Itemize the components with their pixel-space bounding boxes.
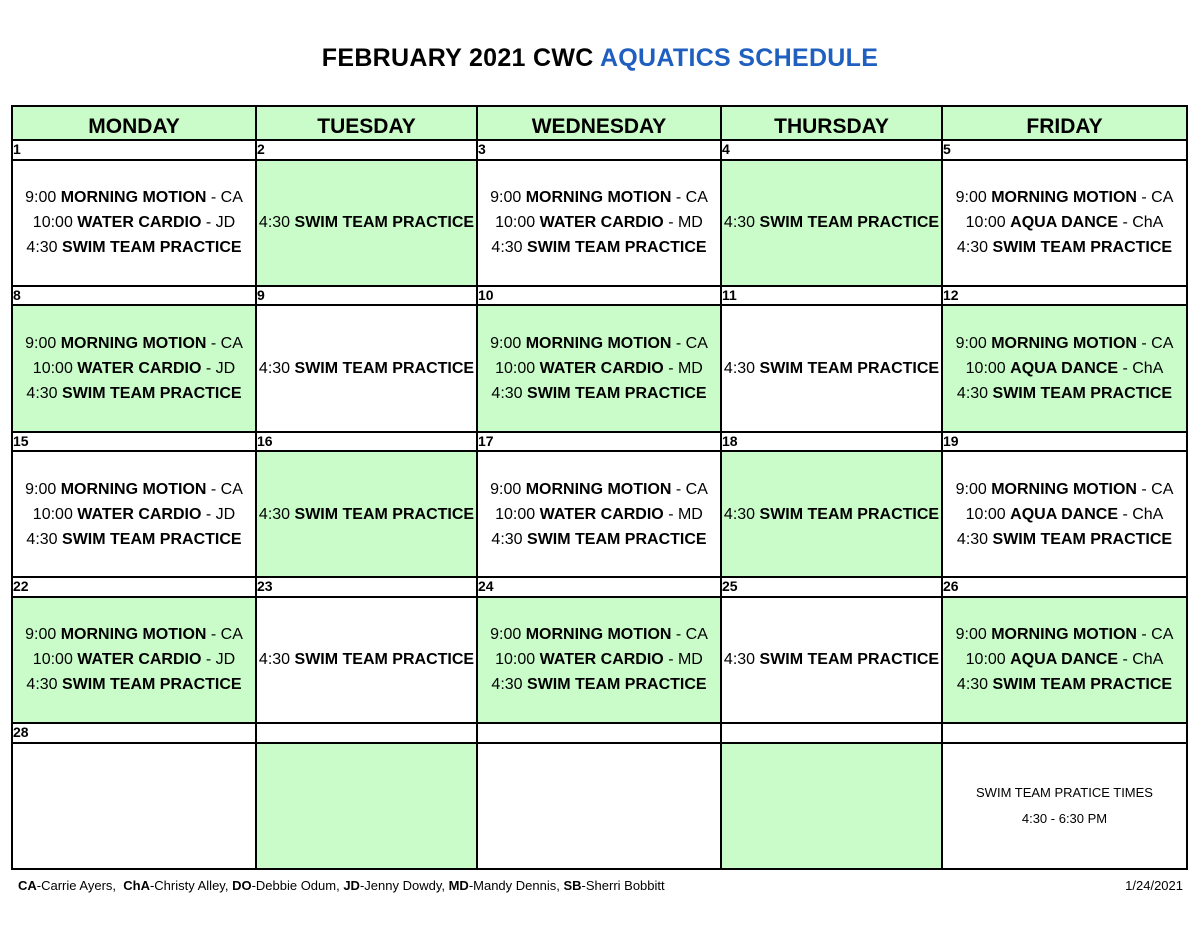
class-instructor: - JD [201, 359, 236, 377]
class-entry [478, 210, 720, 235]
class-instructor: - CA [671, 626, 708, 644]
class-instructor: - CA [671, 480, 708, 498]
class-name: MORNING MOTION [991, 334, 1137, 352]
class-time: 10:00 [32, 505, 78, 523]
class-time: 4:30 [723, 214, 756, 232]
class-name: SWIM TEAM PRACTICE [62, 384, 242, 402]
class-time: 4:30 [956, 384, 989, 402]
class-name: SWIM TEAM PRACTICE [527, 676, 707, 694]
day-cell [12, 160, 256, 286]
calendar-body [12, 140, 1187, 869]
class-entry [943, 331, 1186, 356]
class-instructor: - ChA [1118, 214, 1164, 232]
class-instructor: - CA [671, 334, 708, 352]
class-time: 10:00 [965, 651, 1011, 669]
class-entry [257, 502, 476, 527]
day-cell [942, 305, 1187, 431]
class-entry [478, 502, 720, 527]
class-time: 9:00 [955, 189, 992, 207]
class-entry [13, 210, 255, 235]
instructor-legend [18, 878, 665, 893]
date-number: 8 [12, 286, 256, 306]
class-time: 10:00 [965, 214, 1011, 232]
day-cell [256, 305, 477, 431]
instructor-code: MD [448, 878, 469, 893]
class-entry [13, 527, 255, 552]
class-instructor: - ChA [1118, 359, 1164, 377]
class-time: 4:30 [26, 530, 58, 548]
class-entry [478, 622, 720, 647]
day-cell [477, 451, 721, 577]
date-number-row [12, 577, 1187, 597]
class-time: 10:00 [495, 651, 540, 669]
class-time: 9:00 [955, 334, 992, 352]
class-time: 4:30 [26, 676, 58, 694]
class-instructor: - MD [663, 359, 703, 377]
class-name: SWIM TEAM PRACTICE [294, 505, 475, 523]
class-time: 9:00 [25, 626, 61, 644]
date-number: 4 [721, 140, 942, 160]
class-entry [478, 477, 720, 502]
class-time: 4:30 [956, 676, 989, 694]
class-entry [13, 647, 255, 672]
date-number: 15 [12, 432, 256, 452]
class-time: 10:00 [32, 214, 78, 232]
class-instructor: - CA [671, 189, 708, 207]
date-number: 22 [12, 577, 256, 597]
class-name: WATER CARDIO [77, 651, 202, 669]
day-cell [477, 743, 721, 869]
date-number: 26 [942, 577, 1187, 597]
class-time: 10:00 [32, 359, 78, 377]
instructor-name: -Carrie Ayers, [36, 878, 124, 893]
class-instructor: - ChA [1118, 505, 1164, 523]
class-entry [722, 647, 941, 672]
date-number: 19 [942, 432, 1187, 452]
date-number: 23 [256, 577, 477, 597]
day-header-thursday: THURSDAY [721, 106, 942, 140]
instructor-code: JD [343, 878, 360, 893]
class-name: MORNING MOTION [991, 626, 1137, 644]
date-number-row [12, 140, 1187, 160]
class-entry [257, 647, 476, 672]
class-time: 10:00 [965, 359, 1011, 377]
class-instructor: - MD [663, 505, 703, 523]
day-header-friday: FRIDAY [942, 106, 1187, 140]
class-time: 10:00 [495, 214, 540, 232]
class-name: WATER CARDIO [77, 359, 202, 377]
title-part-1: FEBRUARY 2021 CWC [321, 44, 594, 72]
day-cell [12, 451, 256, 577]
class-instructor: - CA [206, 334, 243, 352]
day-cell [942, 451, 1187, 577]
class-name: WATER CARDIO [539, 214, 664, 232]
class-entry [722, 356, 941, 381]
class-time: 9:00 [25, 480, 61, 498]
class-entry [13, 331, 255, 356]
class-entry [478, 672, 720, 697]
class-entry [722, 210, 941, 235]
class-name: SWIM TEAM PRACTICE [992, 530, 1173, 548]
class-time: 4:30 [258, 651, 291, 669]
class-name: SWIM TEAM PRACTICE [992, 239, 1173, 257]
date-number: 12 [942, 286, 1187, 306]
class-time: 4:30 [258, 359, 291, 377]
instructor-name: -Jenny Dowdy, [359, 878, 449, 893]
class-instructor: - CA [1136, 626, 1174, 644]
class-name: WATER CARDIO [539, 651, 664, 669]
class-entry [943, 672, 1186, 697]
day-cell [477, 305, 721, 431]
schedule-row [12, 597, 1187, 723]
class-entry [722, 502, 941, 527]
class-instructor: - MD [663, 214, 703, 232]
day-cell [942, 160, 1187, 286]
class-name: MORNING MOTION [525, 480, 672, 498]
class-name: AQUA DANCE [1010, 359, 1118, 377]
date-number: 2 [256, 140, 477, 160]
class-entry [943, 647, 1186, 672]
day-cell [256, 160, 477, 286]
class-time: 10:00 [495, 505, 540, 523]
class-instructor: - CA [206, 480, 243, 498]
class-instructor: - ChA [1118, 651, 1164, 669]
class-entry [943, 381, 1186, 406]
class-entry [943, 527, 1186, 552]
date-number [721, 723, 942, 743]
class-name: MORNING MOTION [525, 626, 672, 644]
class-entry [13, 185, 255, 210]
day-cell [721, 160, 942, 286]
class-entry [13, 502, 255, 527]
class-name: SWIM TEAM PRACTICE [759, 214, 940, 232]
day-cell [721, 451, 942, 577]
class-time: 4:30 [491, 384, 523, 402]
instructor-name: -Debbie Odum, [251, 878, 344, 893]
class-name: AQUA DANCE [1010, 505, 1118, 523]
date-number-row [12, 286, 1187, 306]
class-entry [13, 622, 255, 647]
day-cell [12, 743, 256, 869]
class-name: MORNING MOTION [60, 189, 207, 207]
class-name: MORNING MOTION [991, 480, 1137, 498]
day-header-wednesday: WEDNESDAY [477, 106, 721, 140]
class-instructor: - CA [1136, 480, 1174, 498]
schedule-row [12, 305, 1187, 431]
class-time: 4:30 [26, 384, 58, 402]
class-entry [943, 185, 1186, 210]
instructor-code: ChA [123, 878, 150, 893]
class-entry [478, 331, 720, 356]
class-time: 9:00 [955, 480, 992, 498]
instructor-name: -Sherri Bobbitt [581, 878, 665, 893]
class-time: 4:30 [723, 651, 756, 669]
class-name: SWIM TEAM PRACTICE [527, 384, 707, 402]
day-cell [721, 597, 942, 723]
title-part-2: AQUATICS SCHEDULE [599, 44, 879, 72]
class-name: SWIM TEAM PRACTICE [759, 651, 940, 669]
class-instructor: - CA [206, 626, 243, 644]
class-instructor: - CA [1136, 189, 1174, 207]
class-name: MORNING MOTION [525, 334, 672, 352]
weekday-header-row [12, 106, 1187, 140]
class-entry [13, 381, 255, 406]
class-time: 4:30 [258, 214, 291, 232]
class-time: 9:00 [490, 480, 526, 498]
class-instructor: - CA [206, 189, 243, 207]
class-time: 9:00 [490, 189, 526, 207]
date-number [477, 723, 721, 743]
class-name: SWIM TEAM PRACTICE [294, 214, 475, 232]
class-time: 4:30 [723, 505, 756, 523]
practice-times-note: 4:30 - 6:30 PM [1021, 810, 1108, 826]
day-cell [721, 305, 942, 431]
class-name: SWIM TEAM PRACTICE [759, 359, 940, 377]
class-entry [257, 210, 476, 235]
class-time: 4:30 [258, 505, 291, 523]
class-time: 4:30 [491, 676, 523, 694]
class-entry [13, 235, 255, 260]
class-time: 10:00 [495, 359, 540, 377]
class-entry [943, 622, 1186, 647]
class-entry [478, 527, 720, 552]
class-time: 4:30 [956, 239, 989, 257]
class-entry [13, 672, 255, 697]
class-entry [478, 356, 720, 381]
instructor-name: -Christy Alley, [149, 878, 233, 893]
class-name: SWIM TEAM PRACTICE [62, 530, 242, 548]
date-number: 1 [12, 140, 256, 160]
class-name: MORNING MOTION [525, 189, 672, 207]
date-number: 9 [256, 286, 477, 306]
class-name: MORNING MOTION [991, 189, 1137, 207]
day-cell [477, 160, 721, 286]
page-title [0, 44, 1200, 73]
schedule-row [12, 451, 1187, 577]
day-cell [256, 451, 477, 577]
class-time: 4:30 [491, 239, 523, 257]
date-number: 3 [477, 140, 721, 160]
class-name: MORNING MOTION [60, 480, 207, 498]
class-name: SWIM TEAM PRACTICE [62, 676, 242, 694]
class-entry [257, 356, 476, 381]
date-number: 10 [477, 286, 721, 306]
date-number: 28 [12, 723, 256, 743]
class-name: WATER CARDIO [539, 505, 664, 523]
date-number: 17 [477, 432, 721, 452]
footer [18, 878, 1183, 893]
schedule-row [12, 160, 1187, 286]
instructor-code: SB [563, 878, 582, 893]
date-number-row [12, 432, 1187, 452]
day-cell [942, 743, 1187, 869]
instructor-code: DO [232, 878, 252, 893]
class-name: SWIM TEAM PRACTICE [62, 239, 242, 257]
day-cell [942, 597, 1187, 723]
class-entry [13, 477, 255, 502]
class-instructor: - CA [1136, 334, 1174, 352]
class-instructor: - MD [663, 651, 703, 669]
class-entry [943, 210, 1186, 235]
calendar-table [11, 105, 1188, 870]
class-instructor: - JD [201, 214, 236, 232]
practice-times-note: SWIM TEAM PRATICE TIMES [976, 784, 1153, 800]
class-name: SWIM TEAM PRACTICE [294, 651, 475, 669]
class-entry [943, 235, 1186, 260]
date-number: 5 [942, 140, 1187, 160]
class-entry [478, 647, 720, 672]
instructor-name: -Mandy Dennis, [468, 878, 564, 893]
day-cell [477, 597, 721, 723]
day-header-monday: MONDAY [12, 106, 256, 140]
date-number: 25 [721, 577, 942, 597]
class-name: MORNING MOTION [60, 334, 207, 352]
class-name: SWIM TEAM PRACTICE [527, 239, 707, 257]
day-header-tuesday: TUESDAY [256, 106, 477, 140]
class-time: 9:00 [955, 626, 992, 644]
class-time: 4:30 [956, 530, 989, 548]
class-entry [478, 185, 720, 210]
class-entry [478, 235, 720, 260]
class-time: 10:00 [965, 505, 1011, 523]
class-name: MORNING MOTION [60, 626, 207, 644]
class-name: SWIM TEAM PRACTICE [294, 359, 475, 377]
class-name: WATER CARDIO [77, 505, 202, 523]
date-number: 11 [721, 286, 942, 306]
day-cell [12, 305, 256, 431]
date-number-row [12, 723, 1187, 743]
class-time: 4:30 [723, 359, 756, 377]
class-time: 9:00 [25, 334, 61, 352]
class-name: SWIM TEAM PRACTICE [992, 384, 1173, 402]
class-name: AQUA DANCE [1010, 214, 1118, 232]
date-number: 16 [256, 432, 477, 452]
class-name: WATER CARDIO [539, 359, 664, 377]
class-entry [13, 356, 255, 381]
class-time: 9:00 [490, 626, 526, 644]
class-entry [478, 381, 720, 406]
class-time: 9:00 [25, 189, 61, 207]
class-time: 4:30 [26, 239, 58, 257]
date-number [256, 723, 477, 743]
class-time: 10:00 [32, 651, 78, 669]
day-cell [256, 743, 477, 869]
class-entry [943, 356, 1186, 381]
class-instructor: - JD [201, 505, 236, 523]
instructor-code: CA [18, 878, 37, 893]
class-entry [943, 477, 1186, 502]
class-time: 4:30 [491, 530, 523, 548]
date-number [942, 723, 1187, 743]
class-instructor: - JD [201, 651, 236, 669]
date-number: 18 [721, 432, 942, 452]
day-cell [12, 597, 256, 723]
class-entry [943, 502, 1186, 527]
revision-date: 1/24/2021 [1125, 878, 1183, 893]
class-name: AQUA DANCE [1010, 651, 1118, 669]
class-name: SWIM TEAM PRACTICE [527, 530, 707, 548]
class-name: SWIM TEAM PRACTICE [759, 505, 940, 523]
day-cell [721, 743, 942, 869]
class-time: 9:00 [490, 334, 526, 352]
day-cell [256, 597, 477, 723]
date-number: 24 [477, 577, 721, 597]
class-name: SWIM TEAM PRACTICE [992, 676, 1173, 694]
schedule-row [12, 743, 1187, 869]
class-name: WATER CARDIO [77, 214, 202, 232]
